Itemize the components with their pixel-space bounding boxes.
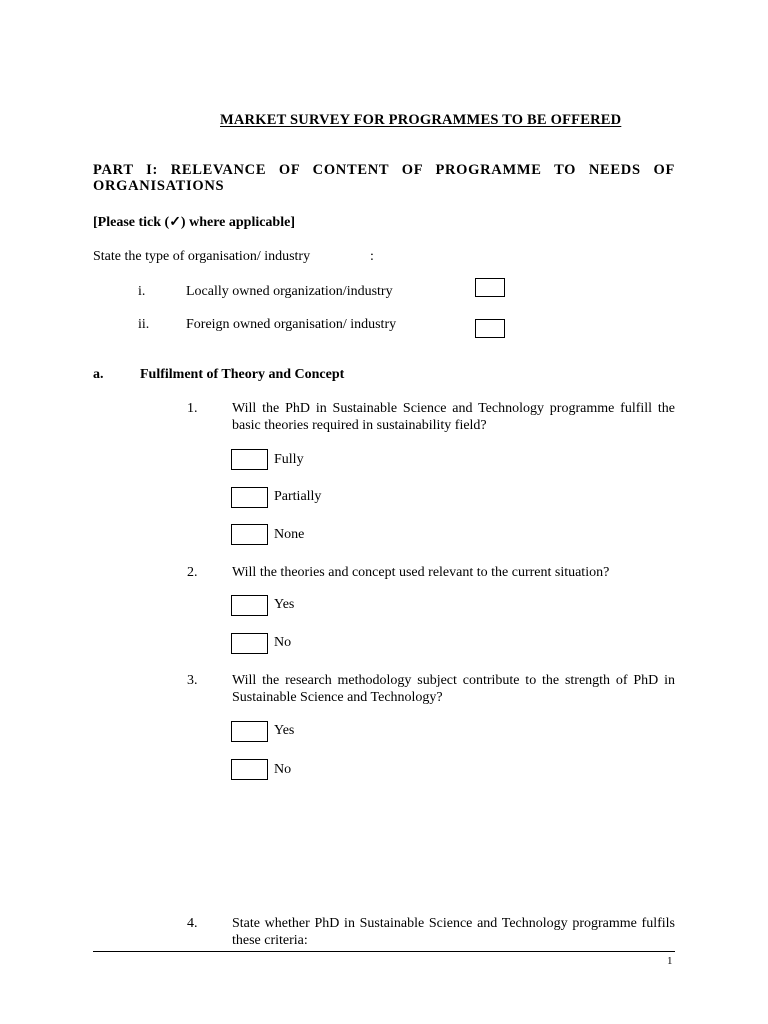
answer-label: Yes [274, 723, 295, 738]
document-title: MARKET SURVEY FOR PROGRAMMES TO BE OFFERED [220, 112, 622, 128]
question-number: 2. [187, 565, 198, 580]
part-heading: PART I: RELEVANCE OF CONTENT OF PROGRAMME TO NEEDS OF ORGANISATIONS [93, 162, 675, 194]
org-type-question: State the type of organisation/ industry [93, 249, 311, 264]
answer-checkbox[interactable] [231, 449, 268, 470]
answer-label: Partially [274, 489, 322, 504]
org-option-label: Locally owned organization/industry [186, 284, 393, 299]
org-option-checkbox-local[interactable] [475, 278, 505, 297]
answer-label: None [274, 527, 305, 542]
question-text: Will the research methodology subject contribute to the strength of PhD in Sustainable Science and Technology? [232, 673, 675, 705]
answer-label: Yes [274, 597, 295, 612]
answer-label: No [274, 762, 292, 777]
question-number: 3. [187, 673, 198, 688]
org-option-label: Foreign owned organisation/ industry [186, 317, 397, 332]
org-option-checkbox-foreign[interactable] [475, 319, 505, 338]
org-option-numeral: i. [138, 284, 146, 299]
question-text: Will the theories and concept used relevant to the current situation? [232, 565, 610, 580]
section-title: Fulfilment of Theory and Concept [140, 367, 345, 382]
answer-checkbox[interactable] [231, 487, 268, 508]
question-text: Will the PhD in Sustainable Science and Technology programme fulfill the basic theories required in sustainability field? [232, 401, 675, 433]
answer-label: No [274, 635, 292, 650]
question-text: State whether PhD in Sustainable Science and Technology programme fulfils these criteria: [232, 916, 675, 948]
answer-label: Fully [274, 452, 304, 467]
question-number: 4. [187, 916, 198, 931]
org-option-numeral: ii. [138, 317, 150, 332]
answer-checkbox[interactable] [231, 595, 268, 616]
page-number: 1 [667, 955, 673, 967]
answer-checkbox[interactable] [231, 633, 268, 654]
answer-checkbox[interactable] [231, 759, 268, 780]
answer-checkbox[interactable] [231, 524, 268, 545]
section-letter: a. [93, 367, 104, 382]
footer-divider [93, 951, 675, 952]
instruction-text: [Please tick (✓) where applicable] [93, 215, 295, 230]
question-number: 1. [187, 401, 198, 416]
org-type-colon: : [370, 249, 374, 264]
answer-checkbox[interactable] [231, 721, 268, 742]
